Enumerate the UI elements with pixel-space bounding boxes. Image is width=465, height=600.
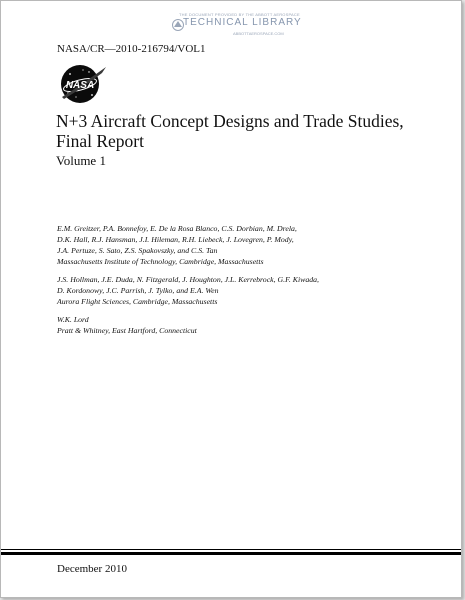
watermark-url: ABBOTTAEROSPACE.COM: [233, 31, 284, 36]
divider-thick: [1, 552, 461, 555]
author-group-mit: [57, 223, 297, 267]
affiliation-line: Aurora Flight Sciences, Cambridge, Massachusetts: [57, 297, 218, 306]
watermark-title: TECHNICAL LIBRARY: [183, 17, 302, 28]
author-group-pratt-whitney: [57, 314, 197, 336]
title-line: Final Report: [56, 131, 144, 151]
divider-thin: [1, 549, 461, 550]
title-line: N+3 Aircraft Concept Designs and Trade Studies,: [56, 111, 404, 131]
author-line: W.K. Lord: [57, 315, 89, 324]
author-line: D. Kordonowy, J.C. Parrish, J. Tylko, and E.A. Wen: [57, 286, 219, 295]
watermark-caption: THE DOCUMENT PROVIDED BY THE ABBOTT AEROSPACE: [179, 12, 300, 17]
author-group-aurora: [57, 274, 319, 307]
author-line: J.S. Hollman, J.E. Duda, N. Fitzgerald, J. Houghton, J.L. Kerrebrock, G.F. Kiwada,: [57, 275, 319, 284]
technical-library-watermark: [171, 12, 306, 38]
report-number: NASA/CR—2010-216794/VOL1: [57, 43, 206, 55]
affiliation-line: Pratt & Whitney, East Hartford, Connecticut: [57, 326, 197, 335]
volume-label: Volume 1: [56, 153, 106, 168]
nasa-logo-text: NASA: [65, 80, 95, 91]
author-line: E.M. Greitzer, P.A. Bonnefoy, E. De la Rosa Blanco, C.S. Dorbian, M. Drela,: [57, 224, 297, 233]
author-line: D.K. Hall, R.J. Hansman, J.I. Hileman, R.H. Liebeck, J. Lovegren, P. Mody,: [57, 235, 294, 244]
nasa-logo-icon: [56, 61, 108, 105]
report-title: [56, 111, 404, 151]
author-line: J.A. Pertuze, S. Sato, Z.S. Spakovszky, and C.S. Tan: [57, 246, 218, 255]
affiliation-line: Massachusetts Institute of Technology, Cambridge, Massachusetts: [57, 257, 264, 266]
publication-date: December 2010: [57, 563, 127, 575]
